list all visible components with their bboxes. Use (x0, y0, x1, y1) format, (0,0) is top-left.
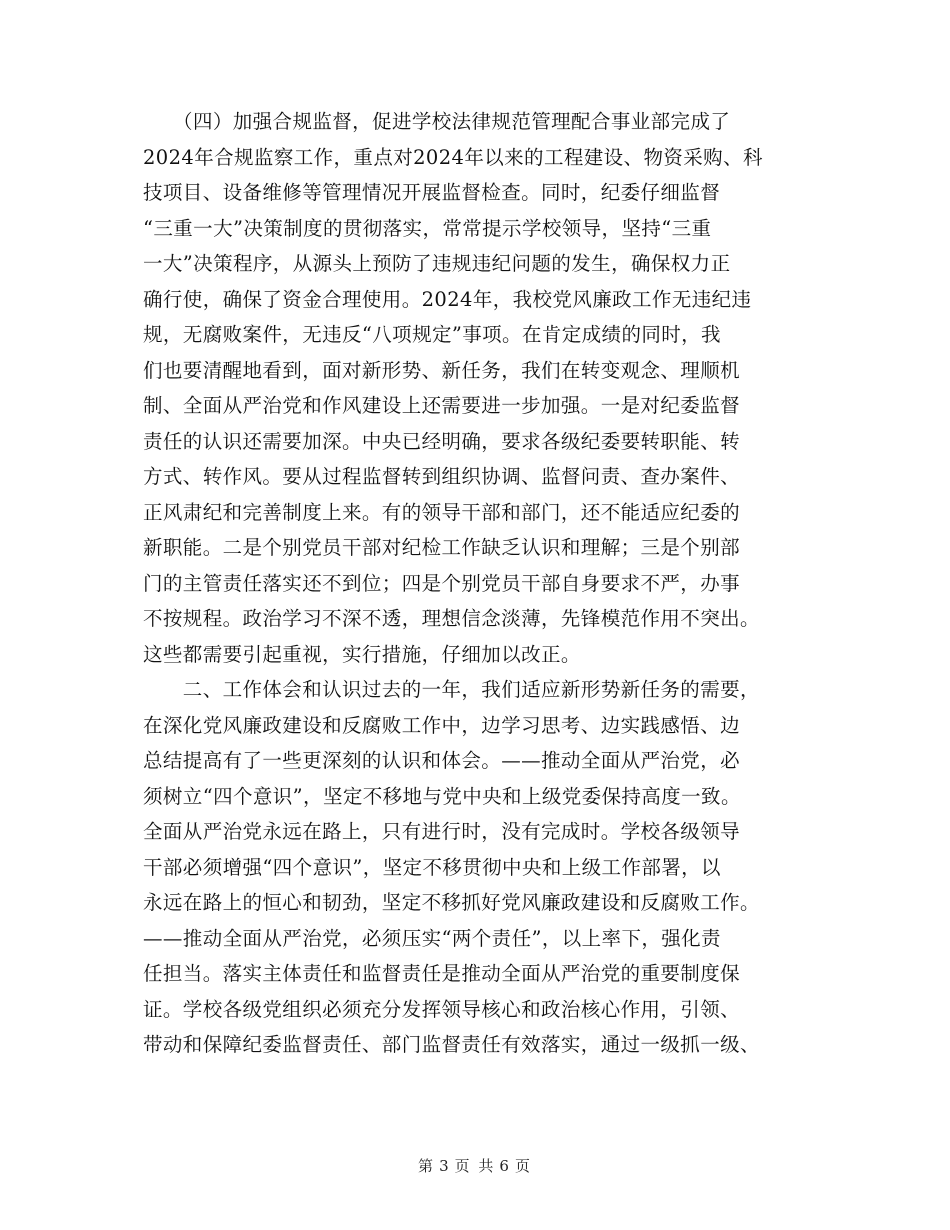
text-line: 2024年合规监察工作，重点对2024年以来的工程建设、物资采购、科 (143, 145, 763, 169)
text-line: 全面从严治党永远在路上，只有进行时，没有完成时。学校各级领导 (143, 820, 741, 843)
footer-prefix: 第 (418, 1157, 436, 1175)
document-body (143, 104, 813, 1063)
text-line: 二、工作体会和认识过去的一年，我们适应新形势新任务的需要， (143, 678, 760, 701)
text-line: 们也要清醒地看到，面对新形势、新任务，我们在转变观念、理顺机 (143, 358, 741, 382)
text-line: 这些都需要引起重视，实行措施，仔细加以改正。 (143, 642, 581, 666)
text-line: 制、全面从严治党和作风建设上还需要进一步加强。一是对纪委监督 (143, 394, 741, 417)
text-line: 规，无腐败案件，无违反“八项规定”事项。在肯定成绩的同时，我 (143, 323, 721, 346)
text-line: 永远在路上的恒心和韧劲，坚定不移抓好党风廉政建设和反腐败工作。 (143, 891, 760, 914)
text-line: 须树立“四个意识”，坚定不移地与党中央和上级党委保持高度一致。 (143, 784, 741, 808)
paragraph-experience (143, 672, 813, 1063)
text-line: 带动和保障纪委监督责任、部门监督责任有效落实，通过一级抓一级、 (143, 1033, 760, 1056)
text-line: 一大”决策程序，从源头上预防了违规违纪问题的发生，确保权力正 (143, 252, 731, 275)
text-line: 方式、转作风。要从过程监督转到组织协调、监督问责、查办案件、 (143, 465, 741, 488)
text-line: 新职能。二是个别党员干部对纪检工作缺乏认识和理解；三是个别部 (143, 536, 741, 559)
text-line: 干部必须增强“四个意识”，坚定不移贯彻中央和上级工作部署，以 (143, 855, 721, 879)
footer-suffix: 页 (514, 1157, 532, 1175)
page-number-total: 6 (499, 1157, 511, 1175)
text-line: 确行使，确保了资金合理使用。2024年，我校党风廉政工作无违纪违 (143, 287, 752, 311)
footer-middle: 页 共 (454, 1157, 496, 1175)
text-line: 总结提高有了一些更深刻的认识和体会。——推动全面从严治党，必 (143, 749, 741, 772)
page-number-current: 3 (439, 1157, 451, 1175)
text-line: 证。学校各级党组织必须充分发挥领导核心和政治核心作用，引领、 (143, 997, 741, 1021)
page-footer (0, 1155, 950, 1176)
text-line: 技项目、设备维修等管理情况开展监督检查。同时，纪委仔细监督 (143, 181, 721, 204)
text-line: （四）加强合规监督，促进学校法律规范管理配合事业部完成了 (143, 110, 731, 133)
text-line: 不按规程。政治学习不深不透，理想信念淡薄，先锋模范作用不突出。 (143, 607, 760, 630)
paragraph-supervision (143, 104, 813, 672)
text-line: 门的主管责任落实还不到位；四是个别党员干部自身要求不严，办事 (143, 571, 741, 595)
text-line: 责任的认识还需要加深。中央已经明确，要求各级纪委要转职能、转 (143, 429, 741, 453)
text-line: 在深化党风廉政建设和反腐败工作中，边学习思考、边实践感悟、边 (143, 713, 741, 737)
text-line: ——推动全面从严治党，必须压实“两个责任”，以上率下，强化责 (143, 926, 721, 950)
text-line: 正风肃纪和完善制度上来。有的领导干部和部门，还不能适应纪委的 (143, 500, 741, 524)
text-line: “三重一大”决策制度的贯彻落实，常常提示学校领导，坚持“三重 (143, 216, 712, 240)
text-line: 任担当。落实主体责任和监督责任是推动全面从严治党的重要制度保 (143, 962, 741, 985)
